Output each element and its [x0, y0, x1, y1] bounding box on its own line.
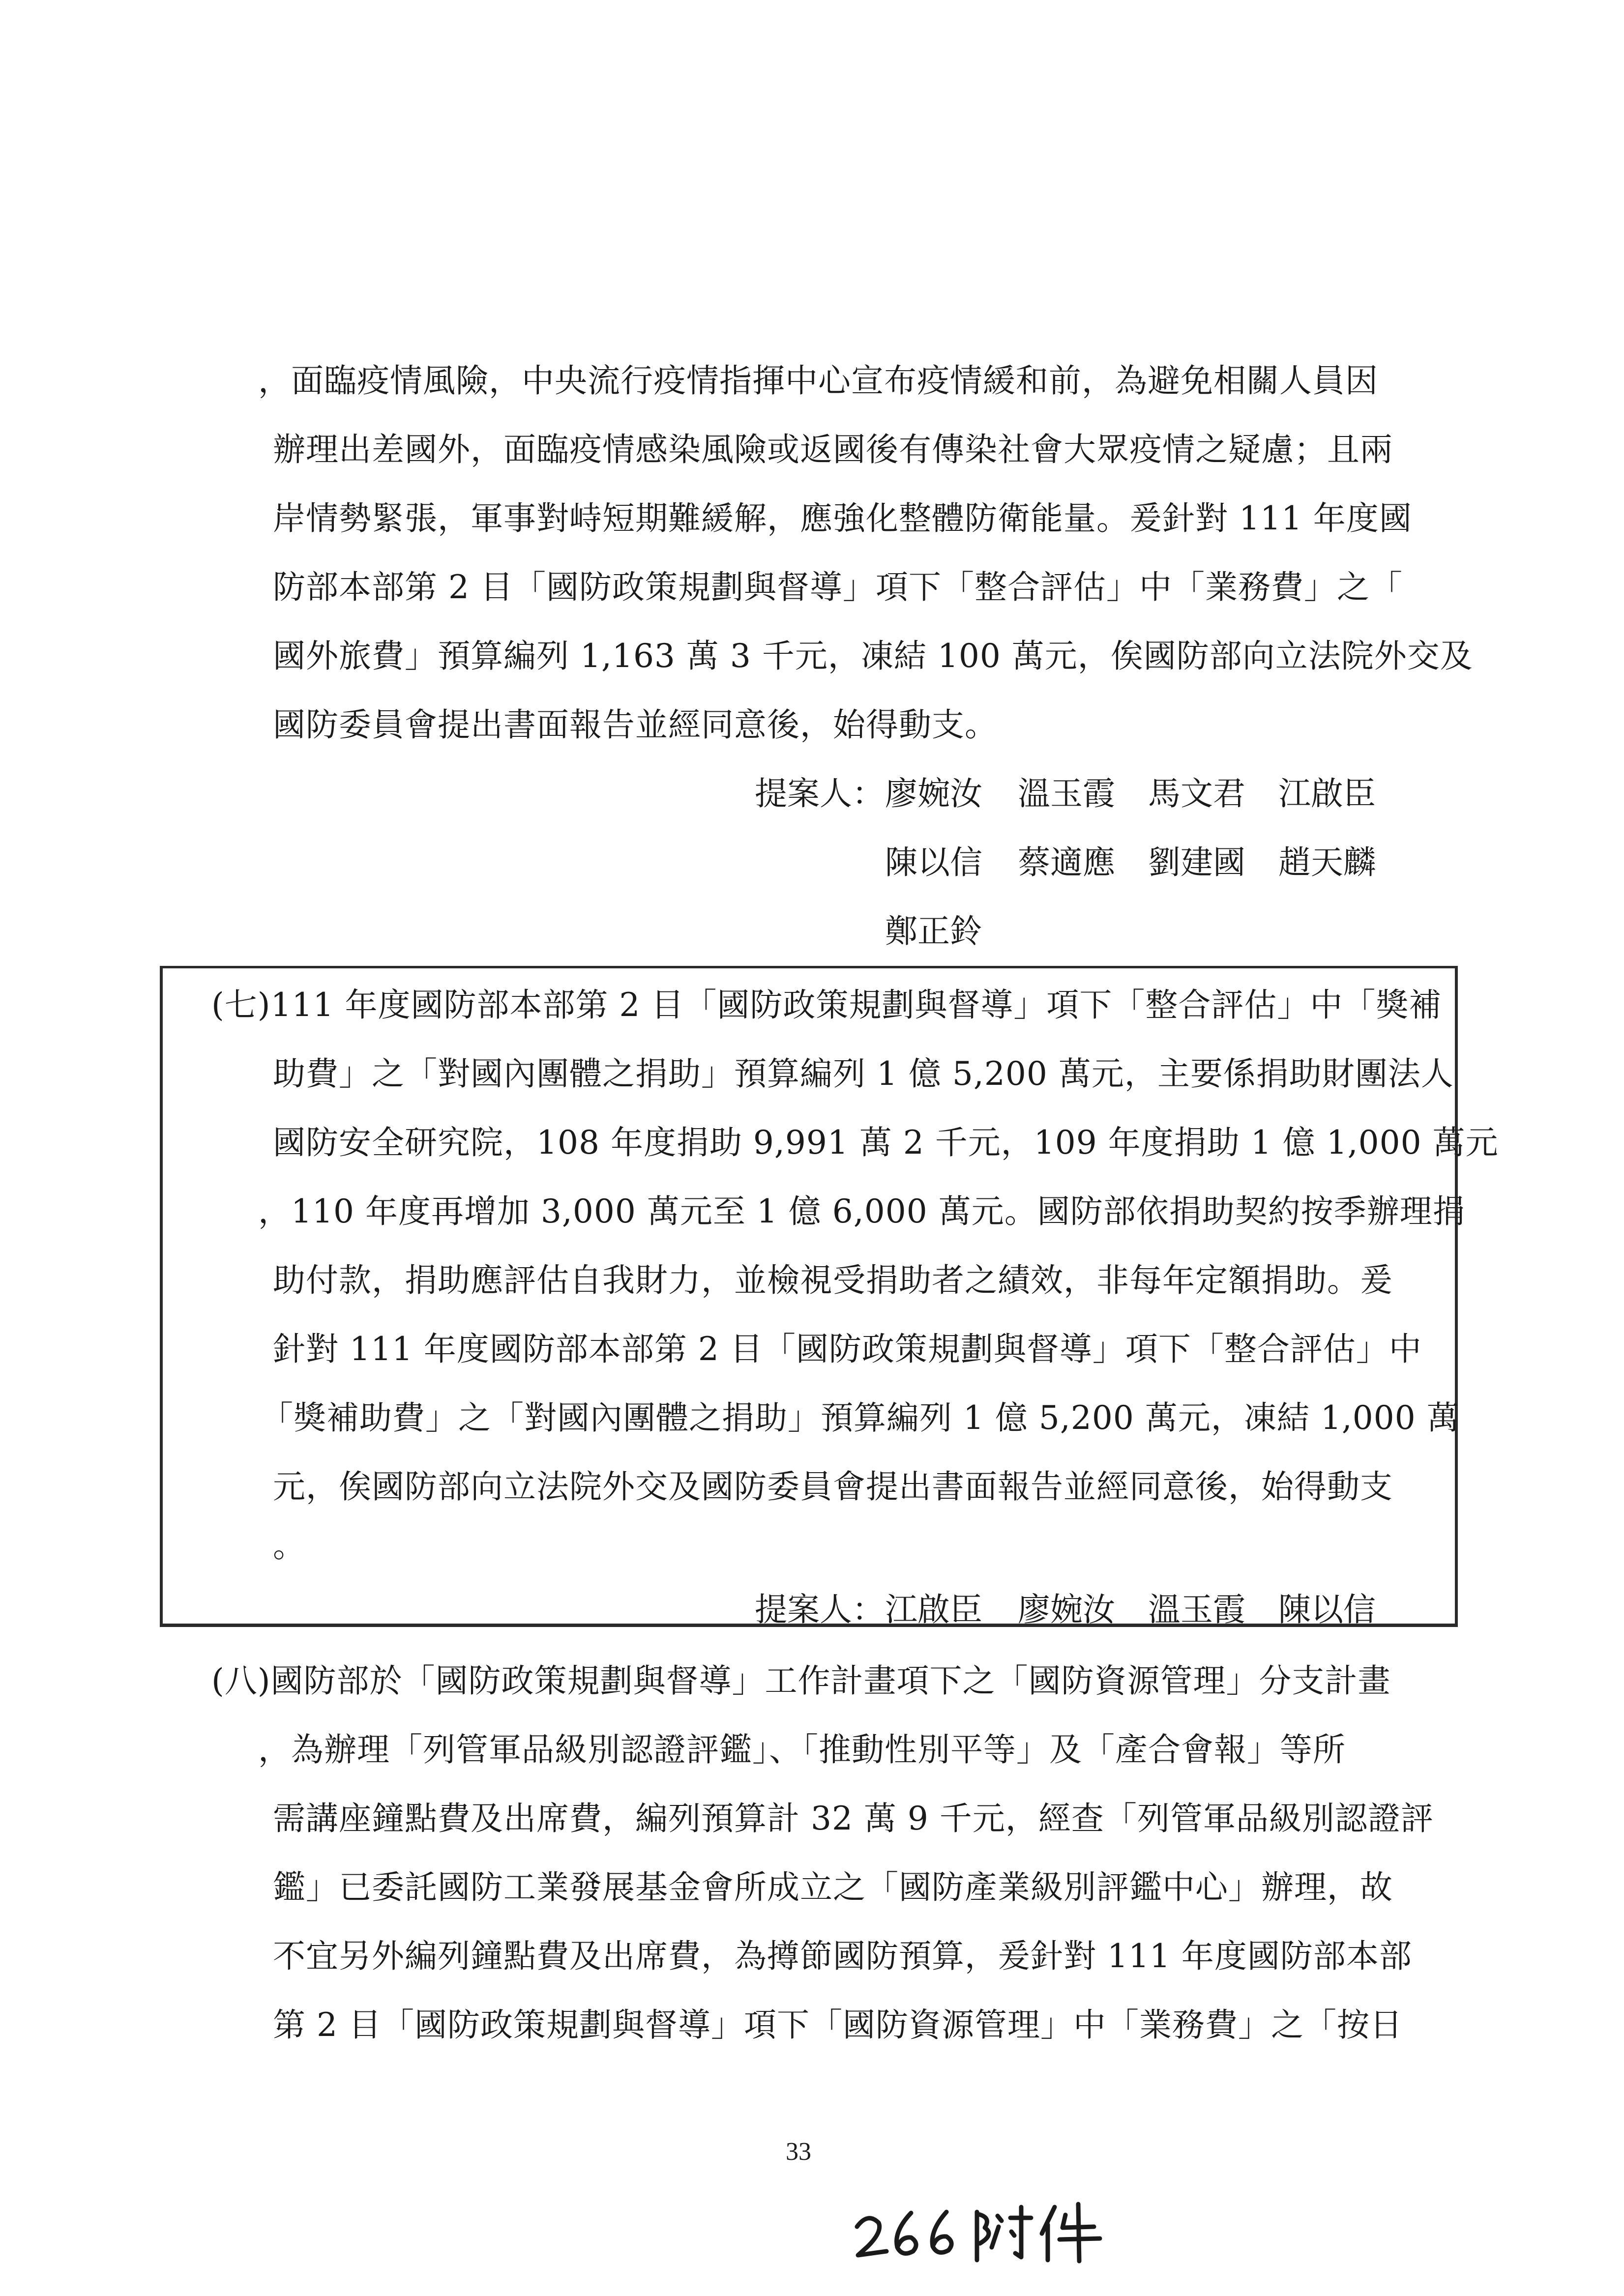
para6-signatory: 江啟臣 [1278, 775, 1376, 813]
para7-signatory: 陳以信 [1278, 1591, 1376, 1628]
para6-line-6: 國防委員會提出書面報告並經同意後，始得動支。 [273, 706, 998, 744]
para7-line-4: ，110 年度再增加 3,000 萬元至 1 億 6,000 萬元。國防部依捐助契約按季辦理捐 [258, 1192, 1466, 1230]
para7-line-5: 助付款，捐助應評估自我財力，並檢視受捐助者之績效，非每年定額捐助。爰 [273, 1261, 1393, 1299]
para6-signatory: 劉建國 [1148, 843, 1245, 881]
para8-line-4: 鑑」已委託國防工業發展基金會所成立之「國防產業級別評鑑中心」辦理，故 [273, 1868, 1393, 1906]
para8-line-6: 第 2 目「國防政策規劃與督導」項下「國防資源管理」中「業務費」之「按日 [273, 2006, 1403, 2044]
para6-signatory: 溫玉霞 [1018, 775, 1115, 813]
para7-line-1: (七)111 年度國防部本部第 2 目「國防政策規劃與督導」項下「整合評估」中「獎補 [211, 986, 1442, 1024]
para7-proposer-label: 提案人： [755, 1591, 885, 1628]
para6-signatory: 馬文君 [1148, 775, 1245, 813]
para7-line-6: 針對 111 年度國防部本部第 2 目「國防政策規劃與督導」項下「整合評估」中 [273, 1330, 1422, 1368]
handwritten-annotation [848, 2192, 1123, 2266]
para8-line-1: (八)國防部於「國防政策規劃與督導」工作計畫項下之「國防資源管理」分支計畫 [211, 1662, 1391, 1700]
para6-signatory: 陳以信 [885, 843, 982, 881]
para6-line-2: 辦理出差國外，面臨疫情感染風險或返國後有傳染社會大眾疫情之疑慮；且兩 [273, 431, 1393, 468]
para6-signatory: 廖婉汝 [885, 775, 982, 813]
para8-line-3: 需講座鐘點費及出席費，編列預算計 32 萬 9 千元，經查「列管軍品級別認證評 [273, 1800, 1434, 1837]
para7-line-8: 元，俟國防部向立法院外交及國防委員會提出書面報告並經同意後，始得動支 [273, 1468, 1393, 1506]
para7-line-9: 。 [273, 1527, 306, 1565]
page-number: 33 [786, 2138, 811, 2166]
para6-line-3: 岸情勢緊張，軍事對峙短期難緩解，應強化整體防衛能量。爰針對 111 年度國 [273, 499, 1412, 537]
para6-proposer-label: 提案人： [755, 775, 885, 813]
para7-line-7: 「獎補助費」之「對國內團體之捐助」預算編列 1 億 5,200 萬元，凍結 1,000 萬 [261, 1399, 1460, 1437]
para8-line-5: 不宜另外編列鐘點費及出席費，為撙節國防預算，爰針對 111 年度國防部本部 [273, 1937, 1412, 1975]
para6-line-1: ，面臨疫情風險，中央流行疫情指揮中心宣布疫情緩和前，為避免相關人員因 [258, 362, 1378, 400]
para7-line-2: 助費」之「對國內團體之捐助」預算編列 1 億 5,200 萬元，主要係捐助財團法人 [273, 1055, 1454, 1093]
para6-signatory: 蔡適應 [1018, 843, 1115, 881]
para6-line-5: 國外旅費」預算編列 1,163 萬 3 千元，凍結 100 萬元，俟國防部向立法院外交及 [273, 637, 1473, 675]
para7-signatory: 廖婉汝 [1018, 1591, 1115, 1628]
para6-signatory: 趙天麟 [1278, 843, 1376, 881]
para7-line-3: 國防安全研究院，108 年度捐助 9,991 萬 2 千元，109 年度捐助 1 億 1,000 萬元 [273, 1124, 1499, 1162]
para6-signatory: 鄭正鈴 [885, 912, 982, 950]
para7-signatory: 江啟臣 [885, 1591, 982, 1628]
para7-signatory: 溫玉霞 [1148, 1591, 1245, 1628]
para8-line-2: ，為辦理「列管軍品級別認證評鑑」、「推動性別平等」及「產合會報」等所 [258, 1731, 1346, 1769]
para6-line-4: 防部本部第 2 目「國防政策規劃與督導」項下「整合評估」中「業務費」之「 [273, 568, 1403, 606]
